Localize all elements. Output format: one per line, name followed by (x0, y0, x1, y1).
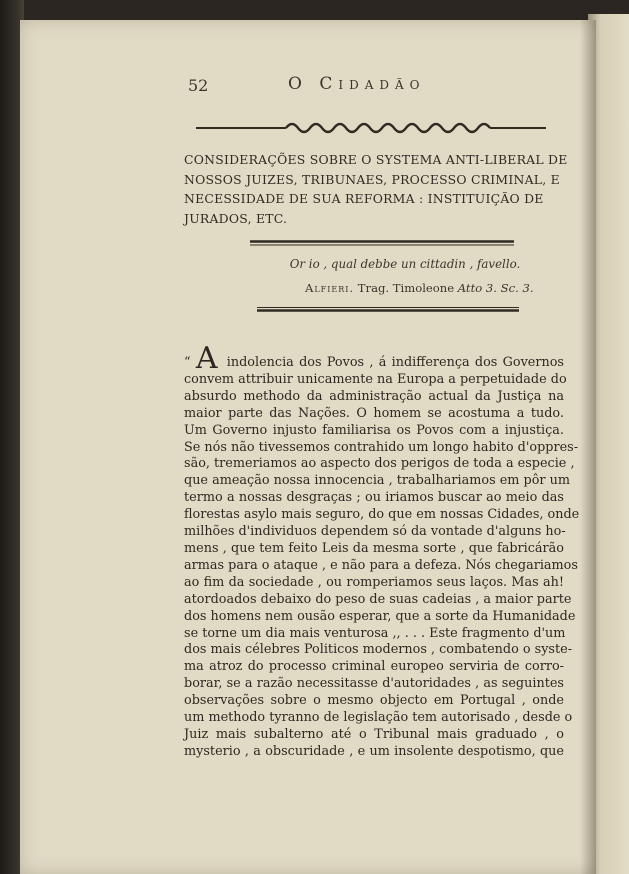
body-line: florestas asylo mais seguro, do que em nossas Cidades, onde (184, 507, 580, 523)
body-line: termo a nossas desgraças ; ou iriamos buscar ao meio das (184, 490, 564, 506)
body-line: milhões d'individuos dependem só da vontade d'alguns ho- (184, 524, 566, 540)
body-line: um methodo tyranno de legislação tem autorisado , desde o (184, 710, 573, 726)
article-title (184, 150, 568, 228)
body-line: observações sobre o mesmo objecto em Portugal , onde (184, 693, 564, 709)
body-line: Se nós não tivessemos contrahido um longo habito d'oppres- (184, 439, 579, 455)
body-line: atordoados debaixo do peso de suas cadeias , a maior parte (184, 591, 572, 607)
body-line: dos homens nem ousão esperar, que a sorte da Humanidade (184, 608, 576, 624)
body-line: maior parte das Nações. O homem se acostuma a tudo. (184, 405, 564, 421)
article-title-line: NOSSOS JUIZES, TRIBUNAES, PROCESSO CRIMINAL, E (184, 171, 560, 187)
running-title: O Cidadão (288, 74, 426, 94)
epigraph-attribution (305, 281, 555, 295)
body-line: que ameação nossa innocencia , trabalhariamos em pôr um (184, 473, 570, 489)
attribution-author: Alfieri. (305, 281, 355, 295)
body-line: convem attribuir unicamente na Europa a perpetuidade do (184, 371, 567, 387)
attribution-work: Trag. Timoleone (357, 281, 455, 295)
body-line: Um Governo injusto familiarisa os Povos com a injustiça. (184, 422, 564, 438)
article-title-line: NECESSIDADE DE SUA REFORMA : INSTITUIÇÃO DE (184, 191, 544, 206)
attribution-reference: Atto 3. Sc. 3. (457, 281, 534, 295)
body-line-first (184, 341, 564, 376)
double-rule-top (250, 240, 514, 246)
article-title-line: JURADOS, ETC. (184, 210, 288, 226)
body-line: Juiz mais subalterno até o Tribunal mais graduado , o (184, 726, 564, 742)
drop-cap: A (195, 341, 218, 376)
body-line: armas para o ataque , e não para a defeza. Nós chegariamos (184, 557, 578, 573)
epigraph: Or io , qual debbe un cittadin , favello. (289, 257, 521, 271)
body-line: borar, se a razão necessitasse d'autoridades , as seguintes (184, 676, 564, 692)
body-line: ma atroz do processo criminal europeo serviria de corro- (184, 659, 564, 675)
body-line: mens , que tem feito Leis da mesma sorte , que fabricárão (184, 540, 564, 556)
page-gutter-shadow (580, 20, 596, 874)
body-line: são, tremeriamos ao aspecto dos perigos de toda a especie , (184, 456, 575, 472)
body-line: se torne um dia mais venturosa ,, . . . Este fragmento d'um (184, 625, 566, 641)
opening-quote: “ (184, 355, 191, 370)
body-line: dos mais célebres Politicos modernos , combatendo o syste- (184, 642, 573, 658)
article-title-line: CONSIDERAÇÕES SOBRE O SYSTEMA ANTI-LIBERAL DE (184, 152, 568, 167)
body-line: ao fim da sociedade , ou romperiamos seus laços. Mas ah! (184, 574, 564, 590)
page-number: 52 (188, 76, 209, 95)
body-line: absurdo methodo da administração actual da Justiça na (184, 388, 564, 404)
article-body (184, 341, 580, 761)
body-line: mysterio , a obscuridade , e um insolente despotismo, que (184, 743, 564, 759)
ornamental-rule (196, 120, 546, 136)
body-line: indolencia dos Povos , á indifferença dos Governos (226, 355, 564, 370)
page-header (188, 60, 548, 96)
double-rule-bottom (257, 306, 519, 312)
